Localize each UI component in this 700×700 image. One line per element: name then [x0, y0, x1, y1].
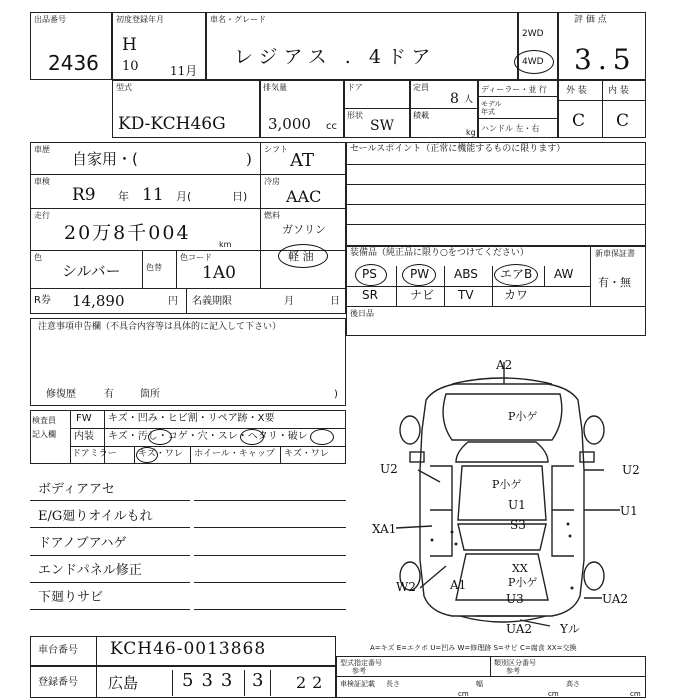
diag-mark-xx: XX: [512, 562, 528, 575]
remark-5: 下廻りサビ: [38, 590, 104, 605]
color-code-label: 色コード: [180, 253, 212, 262]
grade-value: 3.5: [574, 43, 637, 76]
ac-label: 冷房: [264, 177, 280, 186]
model-label: 車名・グレード: [210, 15, 266, 24]
reg-label: 登録番号: [38, 677, 78, 688]
capacity-value: 8: [450, 91, 459, 107]
mileage-value: 20万8千004: [64, 222, 191, 244]
inspector-fw-detail: キズ・凹み・ヒビ割・リペア跡・X要: [108, 413, 275, 424]
inspector-mirror-detail: キズ・ワレ: [138, 449, 183, 459]
diag-mark-u3: U3: [506, 592, 524, 606]
diag-mark-w2: W2: [396, 580, 416, 594]
tax-label: 名義期限: [192, 296, 232, 307]
displacement-value: 3,000: [268, 115, 311, 133]
recycle-value: 14,890: [72, 292, 125, 310]
width-unit: cm: [548, 690, 559, 698]
first-reg-era: H: [122, 35, 137, 55]
load-unit: kg: [466, 128, 476, 137]
interior-label: 内 装: [608, 86, 629, 96]
shape-value: SW: [370, 118, 394, 134]
sales-label: セールスポイント（正常に機能するものに限ります）: [350, 144, 566, 154]
equip-other: カワ: [504, 288, 529, 302]
tax-month: 月: [284, 296, 294, 307]
remark-4: エンドパネル修正: [38, 563, 142, 578]
diag-mark-a1: A1: [450, 578, 467, 592]
remark-3: ドアノブアハゲ: [38, 536, 127, 551]
diag-mark-u2-right: U2: [622, 463, 640, 477]
equip-tv: TV: [458, 288, 474, 302]
inspector-interior: 内装: [74, 431, 94, 442]
reg-num: 22: [296, 673, 329, 692]
equip-aw: AW: [554, 267, 574, 281]
handle-label: ハンドル 左・右: [481, 124, 540, 133]
diag-mark-roof: P小ゲ: [492, 478, 522, 491]
notes-label: 注意事項申告欄（不具合内容等は具体的に記入して下さい）: [38, 322, 282, 332]
inspection-month-label: 月(: [176, 190, 192, 203]
shift-value: AT: [290, 150, 315, 171]
length-unit: cm: [458, 690, 469, 698]
color-code-value: 1A0: [202, 263, 236, 283]
type-value: KD-KCH46G: [118, 114, 226, 134]
repair-part: 箇所: [140, 389, 160, 400]
chassis-label: 車台番号: [38, 645, 78, 656]
cert-table: [336, 656, 646, 698]
diag-mark-yl: Yル: [560, 622, 580, 636]
rear-label: 後日品: [350, 309, 374, 318]
diag-mark-s3: S3: [510, 518, 526, 532]
lot-no-label: 出品番号: [34, 15, 66, 24]
door-label: ドア: [347, 83, 363, 92]
diag-mark-ua2-bottom: UA2: [506, 622, 533, 636]
remark-1: ボディアアセ: [38, 482, 115, 497]
capacity-unit: 人: [464, 95, 474, 105]
diag-mark-xa1: XA1: [372, 522, 397, 536]
diag-mark-ua2-right: UA2: [602, 592, 629, 606]
exterior-grade: C: [572, 111, 586, 131]
model-year-label: モデル年式: [481, 100, 502, 116]
width-label: 幅: [476, 680, 483, 688]
diag-mark-a2-top: A2: [496, 358, 513, 372]
diag-mark-u1-roof: U1: [508, 498, 526, 512]
usage-close: ): [246, 150, 252, 168]
diag-mark-u1-right: U1: [620, 504, 638, 518]
recycle-yen: 円: [168, 296, 178, 307]
diag-mark-tailgate: P小ゲ: [508, 576, 538, 589]
class-label: 類別区分番号: [494, 659, 536, 667]
equip-airbag: エアB: [500, 267, 533, 281]
mileage-unit: km: [219, 240, 232, 249]
inspection-label: 車検: [34, 177, 50, 186]
remark-2: E/G廻りオイルもれ: [38, 509, 153, 524]
inspection-month: 11: [142, 185, 164, 205]
size-label: 車検証記載: [340, 680, 375, 688]
shape-label: 形状: [347, 111, 363, 120]
chassis-value: KCH46-0013868: [110, 639, 267, 659]
displacement-label: 排気量: [263, 83, 287, 92]
diag-mark-u2-left: U2: [380, 462, 398, 476]
reg-area: 広島: [108, 674, 139, 692]
inspector-wheel: ホイール・キャップ: [194, 449, 275, 459]
equip-pw: PW: [410, 267, 430, 281]
inspection-era: R9: [72, 185, 96, 205]
height-label: 高さ: [566, 680, 580, 688]
warranty-value: 有・無: [598, 276, 631, 289]
shift-label: シフト: [264, 145, 288, 154]
grade-label: 評 価 点: [574, 15, 607, 25]
repair-close: ): [334, 389, 338, 400]
ac-value: AAC: [286, 187, 322, 206]
equip-abs: ABS: [454, 267, 478, 281]
color-value: シルバー: [62, 262, 121, 280]
class-ref: 参考: [506, 667, 520, 675]
height-unit: cm: [630, 690, 641, 698]
type-cert-ref: 参考: [352, 667, 366, 675]
tax-day: 日: [330, 296, 340, 307]
interior-grade: C: [616, 111, 630, 131]
usage-value: 自家用・(: [72, 150, 138, 168]
inspector-title-2: 記入欄: [32, 430, 56, 439]
repair-value: 有: [104, 389, 114, 400]
reg-no: 533: [182, 670, 241, 691]
warranty-label: 新車保証書: [595, 249, 635, 258]
length-label: 長さ: [386, 680, 400, 688]
legend-text: A=キズ E=エクボ U=凹み W=修理跡 S=サビ C=腐食 XX=交換: [370, 644, 577, 652]
capacity-label: 定員: [413, 83, 429, 92]
exterior-label: 外 装: [566, 86, 587, 96]
dealer-label: ディーラー・並 行: [481, 85, 547, 94]
first-reg-year: 10: [122, 59, 139, 74]
color-label: 色: [34, 253, 42, 262]
inspector-interior-detail: キズ・汚し・コゲ・穴・スレ・ヘタリ・破レ: [108, 431, 308, 442]
inspection-year-label: 年: [118, 190, 129, 203]
equip-navi: ナビ: [410, 288, 435, 302]
usage-label: 車歴: [34, 145, 50, 154]
equip-sr: SR: [362, 288, 378, 302]
drive-2wd: 2WD: [522, 29, 544, 39]
lot-no-value: 2436: [48, 51, 99, 75]
inspection-day-label: 日): [232, 190, 248, 203]
first-reg-month: 11月: [170, 64, 198, 78]
displacement-unit: cc: [326, 121, 337, 132]
color-change-label: 色替: [146, 263, 162, 272]
equipment-label: 装備品（純正品に限り○をつけてください）: [350, 248, 529, 258]
mileage-label: 走行: [34, 211, 50, 220]
type-label: 型式: [116, 83, 132, 92]
model-value: レジアス . 4ドア: [234, 46, 437, 68]
inspector-wheel-detail: キズ・ワレ: [284, 449, 329, 459]
inspector-title-1: 検査員: [32, 416, 56, 425]
fuel-label: 燃料: [264, 211, 280, 220]
fuel-sub: 軽 油: [288, 250, 314, 263]
fuel-value: ガソリン: [282, 223, 326, 236]
inspector-fw: FW: [76, 413, 92, 424]
type-cert-label: 型式指定番号: [340, 659, 382, 667]
reg-class: 3: [252, 670, 264, 691]
repair-label: 修復歴: [46, 389, 76, 400]
drive-4wd: 4WD: [522, 57, 544, 67]
diag-mark-hood: P小ゲ: [508, 410, 538, 423]
inspector-mirror: ドアミラー: [72, 449, 117, 459]
equip-ps: PS: [362, 267, 377, 281]
recycle-label: R券: [34, 295, 51, 306]
first-reg-label: 初度登録年月: [116, 15, 164, 24]
load-label: 積載: [413, 111, 429, 120]
